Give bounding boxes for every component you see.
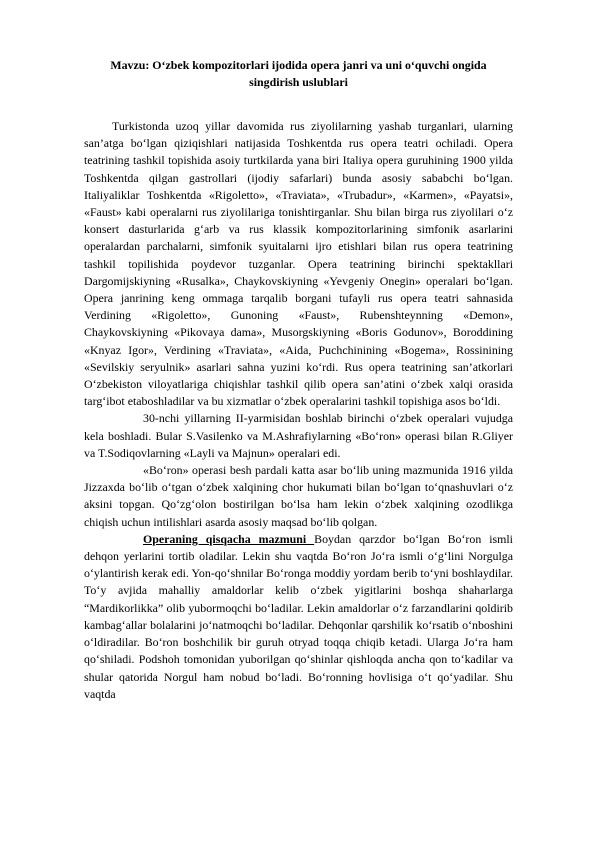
paragraph-synopsis [84,531,513,703]
page-title [84,57,513,91]
synopsis-heading: Operaning qisqacha mazmuni [143,531,315,546]
document-body [84,118,513,703]
paragraph-boron-opera: «Bo‘ron» operasi besh pardali katta asar bo‘lib uning mazmunida 1916 yilda Jizzaxda bo‘lib o‘tgan o‘zbek xalqining chor hukumati bilan bo‘lgan to‘qnashuvlari o‘z aksini topgan. Qo‘zg‘olon bostirilgan bo‘lsa ham lekin o‘zbek xalqining ozodlikga chiqish uchun intilishlari asarda asosiy maqsad bo‘lib qolgan. [84,463,513,529]
synopsis-text: Boydan qarzdor bo‘lgan Bo‘ron ismli dehqon yerlarini tortib oladilar. Lekin shu vaqtda Bo‘ron Jo‘ra ismli o‘g‘lini Norgulga o‘ylantirish kerak edi. Yon-qo‘shnilar Bo‘ronga moddiy yordam berib to‘yni boshlaydilar. To‘y avjida mahalliy amaldorlar kelib o‘zbek yigitlarini boshqa shaharlarga “Mardikorlikka” olib yubormoqchi bo‘ladilar. Lekin amaldorlar o‘z farzandlarini qoldirib kambag‘allar bolalarini jo‘natmoqchi bo‘ladilar. Dehqonlar qarshilik ko‘rsatib o‘nboshini o‘ldiradilar. Bo‘ron boshchilik bir guruh otryad toqqa chiqib ketadi. Ularga Jo‘ra ham qo‘shiladi. Podshoh tomonidan yuborilgan qo‘shinlar qishloqda ancha qon to‘kadilar va shular qatorida Norgul ham nobud bo‘ladi. Bo‘ronning hovlisiga o‘t qo‘yadilar. Shu vaqtda [84,531,513,701]
paragraph-first-operas: 30-nchi yillarning II-yarmisidan boshlab birinchi o‘zbek operalari vujudga kela boshladi. Bular S.Vasilenko va M.Ashrafiylarning «Bo‘ron» operasi bilan R.Gliyer va T.Sodiqovlarning «Layli va Majnun» operalari edi. [84,411,513,460]
title-line-1: Mavzu: O‘zbek kompozitorlari ijodida opera janri va uni o‘quvchi ongida [110,58,487,72]
document-page [84,57,513,703]
title-line-2: singdirish uslublari [249,75,348,89]
paragraph-history: Turkistonda uzoq yillar davomida rus ziyolilarning yashab turganlari, ularning san’atga bo‘lgan qiziqishlari natijasida Toshkentda rus opera teatri ochiladi. Opera teatrining tashkil topishida asoiy turtkilarda yana biri Italiya opera guruhining 1900 yilda Toshkentda qilgan gastrollari (ijodiy safarlari) bunda asosiy sababchi bo‘lgan. Italiyaliklar Toshkentda «Rigoletto», «Traviata», «Trubadur», «Karmen», «Payatsi», «Faust» kabi operalarni rus ziyolilariga tonishtirganlar. Shu bilan birga rus ziyolilari o‘z konsert dasturlarida g‘arb va rus klassik kompozitorlarining simfonik asarlarini operalardan parchalarni, simfonik syuitalarni ijro etishlari bilan rus opera teatrining tashkil topilishida poydevor tuzganlar. Opera teatrining birinchi spektakllari Dargomijskiyning «Rusalka», Chaykovskiyning «Yevgeniy Onegin» operalari bo‘lgan. Opera janrining keng ommaga tarqalib borgani tufayli rus opera teatri sahnasida Verdining «Rigoletto», Gunoning «Faust», Rubenshteynning «Demon», Chaykovskiyning «Pikovaya dama», Musorgskiyning «Boris Godunov», Boroddining «Knyaz Igor», Verdining «Traviata», «Aida, Puchchinining «Bogema», Rossinining «Sevilskiy seryulnik» asarlari sahna yuzini ko‘rdi. Rus opera teatrining san’atkorlari O‘zbekiston viloyatlariga chiqishlar tashkil qilib opera san’atini o‘zbek xalqi orasida targ‘ibot etaboshladilar va bu xizmatlar o‘zbek operalarini tashkil topishiga asos bo‘ldi. [84,119,513,409]
